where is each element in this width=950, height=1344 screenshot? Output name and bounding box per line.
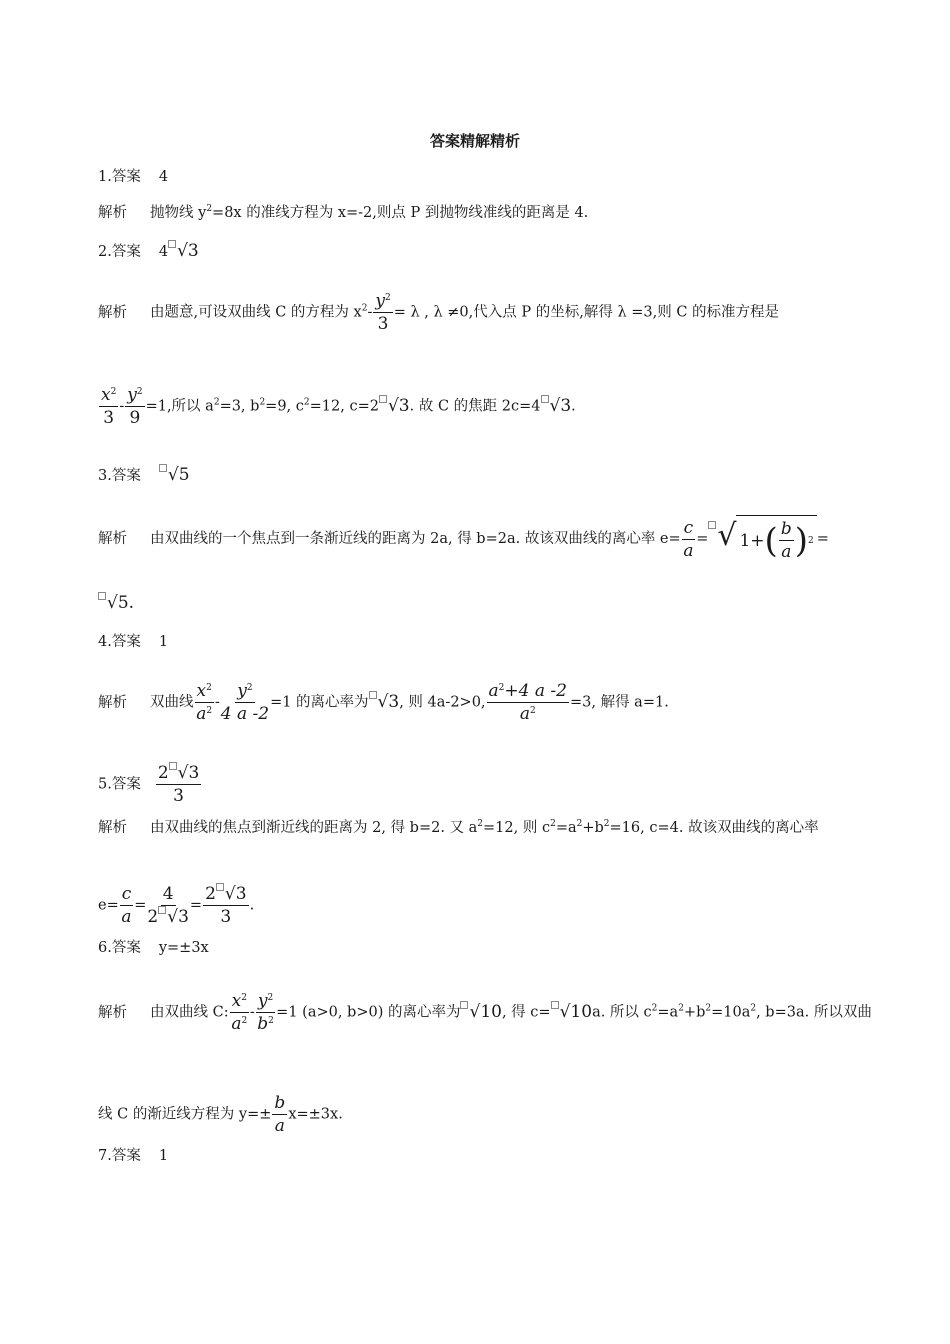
analysis-text: . 故 C 的焦距 2c=4	[409, 398, 541, 415]
analysis-text: =16, c=4. 故该双曲线的离心率	[609, 820, 819, 836]
analysis-text: =10a	[711, 1004, 751, 1021]
answer-label: 答案	[111, 1148, 141, 1164]
superscript: 2	[206, 683, 212, 693]
sqrt-expression	[158, 907, 189, 927]
superscript: 2	[206, 706, 213, 716]
numerator: b	[274, 1093, 286, 1113]
answer-fraction	[156, 762, 202, 807]
analysis-text: =a	[657, 1004, 679, 1021]
sqrt-expression	[159, 465, 190, 485]
analysis-6	[98, 990, 872, 1035]
denominator	[257, 1013, 274, 1035]
answer-value: 1	[158, 634, 169, 650]
placeholder-box	[159, 464, 167, 472]
analysis-label: 解析	[98, 205, 127, 221]
superscript: 2	[498, 683, 505, 693]
denominator: a	[781, 542, 792, 562]
analysis-text: 由双曲线的一个焦点到一条渐近线的距离为 2a, 得 b=2a. 故该双曲线的离心率 e=	[150, 531, 681, 547]
placeholder-box	[98, 592, 106, 600]
superscript: 2	[206, 204, 213, 214]
radicand: 5	[178, 465, 190, 485]
radical	[708, 515, 816, 563]
answer-value: 4	[158, 244, 169, 260]
analysis-4	[98, 680, 669, 725]
fraction	[487, 680, 569, 725]
analysis-label: 解析	[98, 694, 127, 711]
answer-2	[98, 240, 199, 262]
superscript: 2	[651, 1003, 658, 1014]
denominator	[520, 703, 536, 725]
answer-value: 4	[158, 169, 169, 185]
analysis-text: 由题意,可设双曲线 C 的方程为 x	[150, 304, 362, 321]
answer-label: 答案	[111, 634, 141, 650]
variable: y	[257, 991, 268, 1011]
superscript: 2	[259, 397, 266, 408]
superscript: 2	[529, 706, 536, 716]
analysis-text: 线 C 的渐近线方程为 y=±	[98, 1106, 272, 1123]
item-number: 2.	[98, 244, 112, 260]
equals-sign: =	[696, 531, 709, 547]
numerator	[99, 384, 118, 407]
sqrt-expression	[369, 692, 400, 712]
superscript: 2	[241, 993, 247, 1003]
sqrt-sign: √	[107, 593, 118, 613]
analysis-text: , 则 4a-2>0,	[399, 694, 486, 711]
superscript: 2	[603, 819, 610, 829]
variable: x	[196, 681, 207, 701]
analysis-text: =3, b	[219, 398, 260, 415]
analysis-3	[98, 515, 829, 563]
radicand: 3	[560, 395, 572, 416]
denominator	[196, 703, 212, 725]
variable: y	[375, 291, 385, 311]
sqrt-expression	[169, 763, 200, 783]
item-number: 4.	[98, 634, 112, 650]
denominator: 3	[220, 907, 232, 927]
answer-label: 答案	[111, 776, 141, 793]
variable: b	[257, 1014, 269, 1034]
sqrt-expression	[541, 396, 572, 416]
sqrt-expression	[98, 593, 134, 613]
denominator: 3	[103, 408, 115, 428]
left-paren: (	[764, 520, 778, 561]
analysis-text: 双曲线	[150, 694, 194, 711]
radicand: 3	[235, 884, 247, 904]
numerator	[125, 384, 144, 407]
denominator: 4 a -2	[220, 704, 270, 724]
fraction	[373, 290, 392, 335]
variable: a	[519, 704, 530, 724]
analysis-text: =1 的离心率为	[270, 694, 369, 711]
minus-sign: -	[367, 304, 373, 321]
radicand-text: 1+	[739, 530, 765, 551]
analysis-text: +b	[683, 1004, 706, 1021]
sqrt-sign: √	[224, 884, 236, 904]
denominator: a	[683, 540, 694, 561]
sqrt-sign: √	[387, 395, 399, 416]
period: .	[249, 897, 255, 914]
minus-sign: -	[214, 694, 220, 711]
coefficient: 2	[157, 763, 169, 783]
variable: x	[231, 991, 242, 1011]
sqrt-sign: √	[177, 763, 189, 783]
superscript: 2	[267, 993, 274, 1003]
sqrt-sign: √	[469, 1001, 481, 1022]
fraction	[230, 990, 249, 1035]
sqrt-expression	[168, 241, 199, 261]
superscript: 2	[303, 397, 310, 408]
answer-4	[98, 632, 168, 652]
superscript: 2	[213, 397, 220, 408]
analysis-text: a. 所以 c	[592, 1004, 652, 1021]
analysis-text: =a	[555, 820, 577, 836]
analysis-2	[98, 290, 779, 335]
placeholder-box	[168, 240, 176, 248]
radicand: 5.	[117, 593, 135, 613]
analysis-5	[98, 818, 819, 838]
sqrt-sign: √	[377, 691, 389, 712]
denominator	[147, 906, 189, 928]
analysis-text: =12, c=2	[309, 398, 379, 415]
item-number: 6.	[98, 940, 112, 956]
item-number: 5.	[98, 776, 112, 793]
sqrt-sign: √	[167, 907, 179, 927]
denominator: 9	[129, 408, 141, 428]
analysis-label: 解析	[98, 304, 127, 321]
sqrt-sign: √	[717, 518, 737, 553]
analysis-text: =1,所以 a	[145, 398, 214, 415]
coefficient: 2	[205, 884, 216, 904]
fraction	[272, 1092, 287, 1137]
analysis-text: +b	[582, 820, 604, 836]
analysis-text: , b=3a. 所以双曲	[756, 1004, 872, 1021]
radicand: 10	[480, 1001, 502, 1022]
sqrt-sign: √	[559, 1001, 571, 1022]
analysis-text: =1 (a>0, b>0) 的离心率为	[276, 1004, 461, 1021]
answer-1	[98, 167, 168, 187]
analysis-3-cont	[98, 592, 134, 614]
superscript: 2	[361, 303, 368, 314]
denominator: 3	[377, 314, 389, 334]
radicand: 3	[188, 763, 200, 783]
page-title: 答案精解精析	[429, 132, 520, 150]
numerator	[203, 883, 249, 906]
minus-sign: -	[249, 1004, 255, 1021]
denominator: a	[121, 907, 132, 927]
superscript: 2	[750, 1003, 757, 1014]
superscript: 2	[136, 387, 143, 397]
numerator	[235, 680, 254, 703]
sqrt-expression	[551, 1002, 592, 1022]
analysis-text: 抛物线 y	[150, 205, 207, 221]
equals-sign: =	[816, 531, 829, 547]
analysis-label: 解析	[98, 1004, 127, 1021]
placeholder-box	[551, 1001, 559, 1009]
minus-sign: -	[119, 398, 125, 415]
numerator	[256, 990, 275, 1013]
superscript: 2	[110, 387, 117, 397]
sqrt-expression	[216, 884, 247, 904]
numerator: c	[121, 884, 132, 904]
radicand: 3	[187, 241, 199, 261]
answer-label: 答案	[111, 940, 141, 956]
variable: y	[237, 681, 247, 701]
numerator	[195, 680, 214, 703]
item-number: 7.	[98, 1148, 112, 1164]
placeholder-box	[708, 521, 716, 529]
denominator: 3	[173, 786, 184, 806]
numerator-text: +4 a -2	[504, 681, 567, 701]
sqrt-expression	[379, 396, 410, 416]
superscript: 2	[241, 1016, 248, 1026]
superscript: 2	[246, 683, 253, 693]
answer-value: y=±3x	[158, 940, 209, 956]
equals-sign: =	[134, 897, 147, 914]
answer-label: 答案	[111, 468, 141, 484]
coefficient: 2	[147, 907, 159, 927]
superscript: 2	[576, 819, 583, 829]
numerator	[487, 680, 569, 703]
superscript: 2	[384, 293, 391, 303]
superscript: 2	[705, 1003, 712, 1014]
placeholder-box	[158, 906, 166, 914]
fraction	[203, 883, 249, 928]
fraction	[147, 883, 189, 928]
answer-5	[98, 762, 202, 807]
variable: a	[231, 1014, 242, 1034]
radicand: 3	[178, 907, 189, 927]
placeholder-box	[369, 691, 377, 699]
answer-value: 1	[158, 1148, 169, 1164]
analysis-label: 解析	[98, 531, 127, 547]
answer-label: 答案	[111, 244, 141, 260]
superscript: 2	[550, 819, 556, 829]
variable: y	[127, 385, 137, 405]
right-paren: )	[794, 520, 808, 561]
sqrt-sign: √	[549, 395, 561, 416]
equals-sign: =	[189, 897, 203, 914]
fraction	[256, 990, 275, 1035]
radicand: 10	[570, 1001, 593, 1022]
analysis-text: =8x 的准线方程为 x=-2,则点 P 到抛物线准线的距离是 4.	[212, 205, 589, 221]
analysis-text: =12, 则 c	[483, 820, 551, 836]
period: .	[571, 398, 576, 415]
analysis-6-cont	[98, 1092, 343, 1137]
analysis-text: 由双曲线的焦点到渐近线的距离为 2, 得 b=2. 又 a	[150, 820, 478, 836]
analysis-text: = λ , λ ≠0,代入点 P 的坐标,解得 λ =3,则 C 的标准方程是	[393, 304, 780, 321]
placeholder-box	[460, 1001, 468, 1009]
radicand: 3	[388, 691, 400, 712]
sqrt-expression	[460, 1002, 501, 1022]
numerator	[230, 990, 249, 1013]
fraction	[99, 384, 118, 429]
variable: a	[196, 704, 207, 724]
denominator: a	[274, 1116, 285, 1136]
numerator	[156, 762, 202, 785]
analysis-text: =3, 解得 a=1.	[569, 694, 669, 711]
analysis-5-cont	[98, 883, 254, 928]
answer-3	[98, 464, 190, 486]
numerator	[373, 290, 392, 313]
radicand: 1+ ( $\frac{b}{a}$ ) 2	[736, 515, 816, 563]
placeholder-box	[541, 395, 549, 403]
fraction	[120, 883, 134, 928]
radicand: 3	[398, 395, 410, 416]
superscript: 2	[268, 1016, 274, 1026]
analysis-1	[98, 203, 588, 223]
answer-6	[98, 938, 209, 958]
sqrt-sign: √	[167, 465, 179, 485]
numerator: b	[780, 519, 792, 539]
variable: x	[101, 385, 111, 405]
superscript: 2	[477, 819, 484, 829]
analysis-2-cont	[98, 384, 576, 429]
fraction	[682, 517, 696, 562]
placeholder-box	[379, 395, 387, 403]
analysis-label: 解析	[98, 820, 127, 836]
analysis-text: , 得 c=	[501, 1004, 551, 1021]
fraction	[779, 518, 794, 563]
variable: a	[488, 681, 499, 701]
item-number: 3.	[98, 468, 112, 484]
sqrt-sign: √	[177, 241, 188, 261]
analysis-text: e=	[98, 897, 119, 914]
placeholder-box	[169, 762, 177, 770]
fraction	[195, 680, 214, 725]
numerator: c	[683, 517, 694, 538]
superscript: 2	[678, 1003, 684, 1014]
fraction	[125, 384, 144, 429]
item-number: 1.	[98, 169, 112, 185]
numerator: 4	[162, 884, 174, 904]
analysis-text: =9, c	[265, 398, 304, 415]
fraction	[221, 680, 269, 725]
placeholder-box	[216, 883, 224, 891]
analysis-text: 由双曲线 C:	[150, 1004, 229, 1021]
analysis-text: x=±3x.	[288, 1106, 343, 1123]
answer-label: 答案	[111, 169, 141, 185]
answer-7	[98, 1146, 168, 1166]
denominator	[231, 1013, 247, 1035]
